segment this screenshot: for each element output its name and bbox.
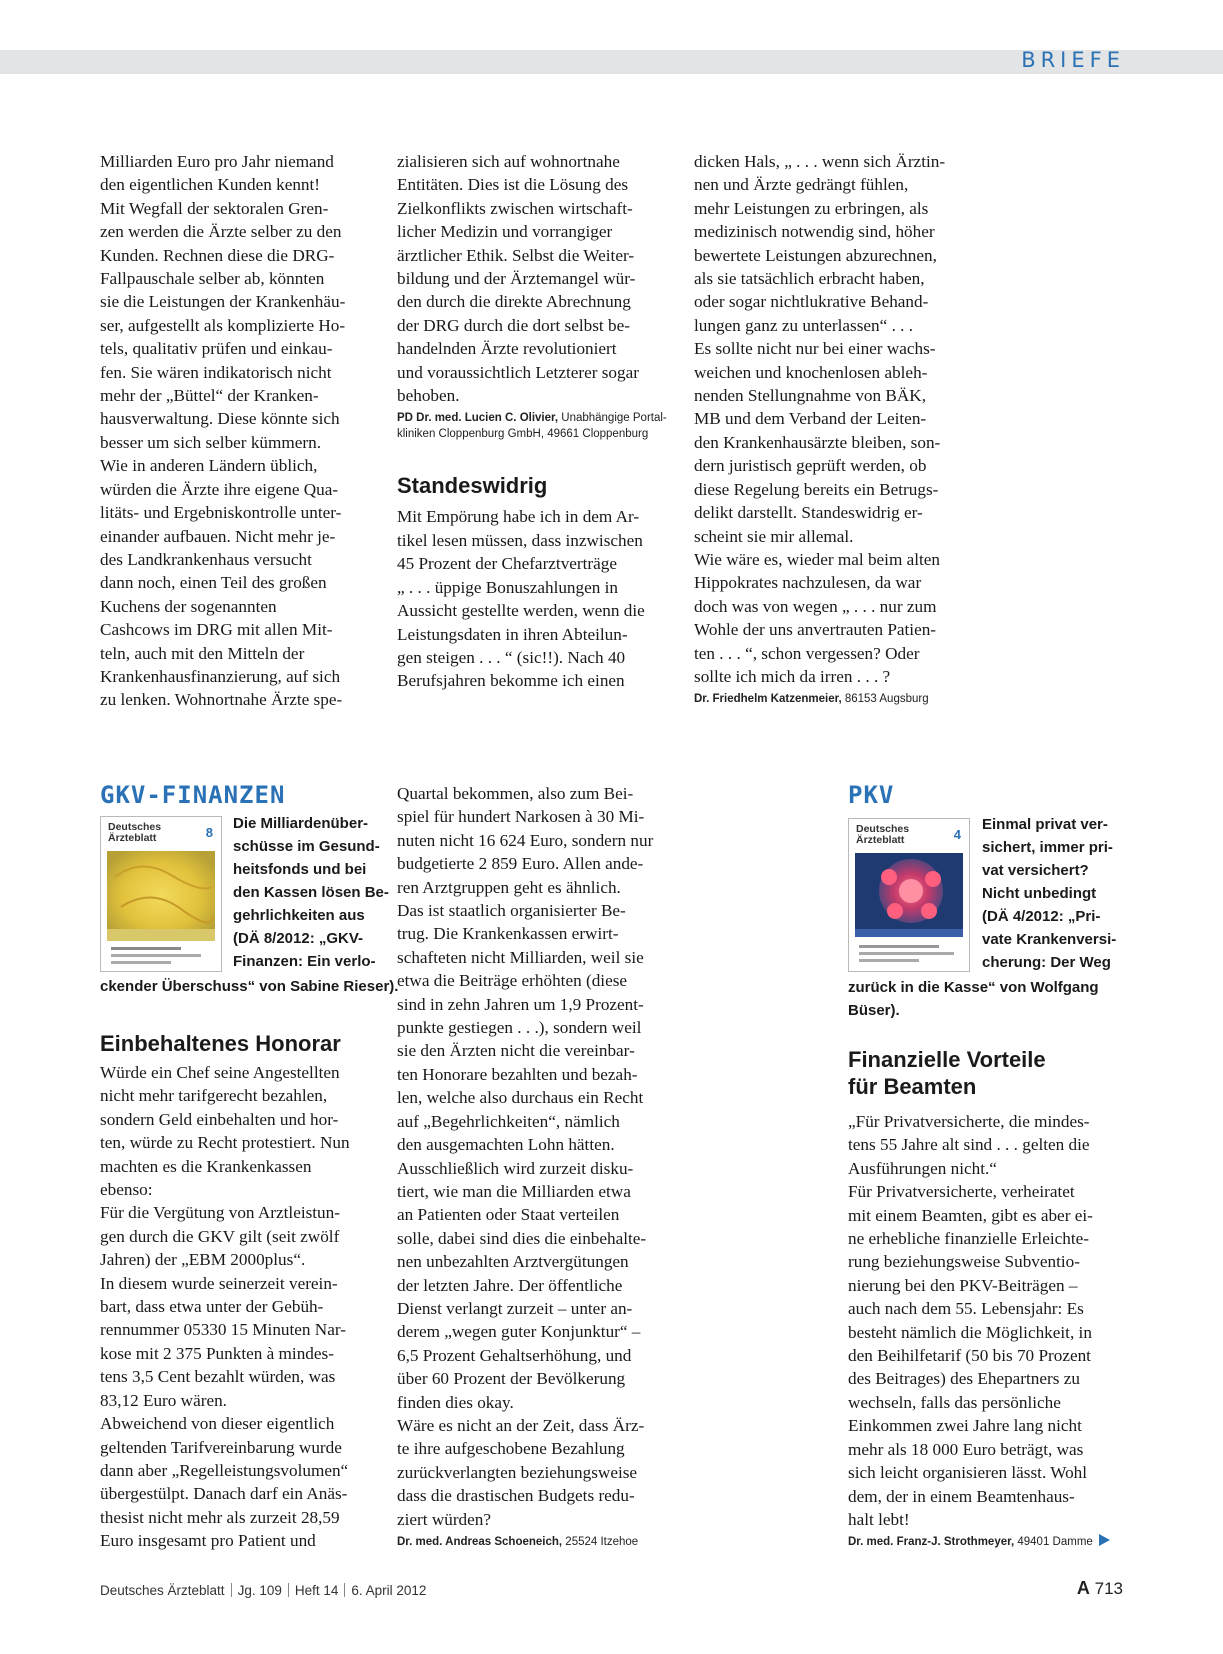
footer-journal-info [100, 1583, 426, 1598]
intro-text: Einmal privat ver- sichert, immer pri- vat versichert? Nicht unbedingt (DÄ 4/2012: „Pri- vate Krankenversi- cherung: Der Weg [982, 816, 1117, 971]
letter-text: Würde ein Chef seine Angestellten nicht mehr tarifgerecht bezahlen, sondern Geld einbehalten und hor- ten, würde zu Recht protestiert. Nun machten es die Krankenkassen ebenso: Für die Vergütung von Arztleistun- gen durch die GKV gilt (seit zwölf Jahren) der „EBM 2000plus“. In diesem wurde seinerzeit verein- bart, dass etwa unter der Gebüh- rennummer 05330 15 Minuten Nar- kose mit 2 375 Punkten à mindes- tens 3,5 Cent bezahlt würden, was 83,12 Euro wären. Abweichend von dieser eigentlich geltenden Tarifvereinbarung wurde dann aber „Regelleistungsvolumen“ übergestülpt. Danach darf ein Anäs- thesist nicht mehr als zurzeit 28,59 Euro insgesamt pro Patient und [100, 1063, 350, 1551]
gkv-intro-end [100, 975, 400, 998]
upper-column-2 [397, 150, 679, 693]
gkv-letter [100, 1030, 390, 1553]
pkv-letter [848, 1046, 1128, 1550]
cover-issue-number: 4 [953, 827, 961, 842]
journal-name: Deutsches Ärzteblatt [100, 1583, 225, 1598]
signature-name: Dr. med. Franz-J. Strothmeyer, [848, 1536, 1015, 1549]
journal-issue: Heft 14 [294, 1583, 339, 1598]
footer-separator [231, 1583, 232, 1597]
intro-text: Die Milliardenüber- schüsse im Gesund- heitsfonds und bei den Kassen lösen Be- gehrlichkeiten aus (DÄ 8/2012: „GKV- Finanzen: Ein verlo- [233, 815, 389, 970]
rubric-title: GKV-FINANZEN [100, 781, 286, 809]
letter-signature [397, 410, 679, 442]
journal-cover-thumbnail [100, 816, 222, 972]
intro-text-end: zurück in die Kasse“ von Wolfgang Büser). [848, 979, 1099, 1019]
letter-text: zialisieren sich auf wohnortnahe Entitäten. Dies ist die Lösung des Zielkonflikts zwischen wirtschaft- licher Medizin und vorrangiger ärztlicher Ethik. Selbst die Weiter- bildung und der Ärztemangel wür- den durch die direkte Abrechnung der DRG durch die dort selbst be- handelnden Ärzte revolutioniert und voraussichtlich Letzterer sogar behoben. [397, 152, 639, 406]
letter-signature [694, 691, 984, 707]
gkv-letter-continued [397, 782, 682, 1550]
gkv-section [100, 780, 390, 810]
signature-name: Dr. med. Andreas Schoeneich, [397, 1536, 563, 1548]
rubric-title: PKV [848, 781, 895, 809]
cover-issue-number: 8 [205, 825, 213, 840]
letter-signature [848, 1534, 1128, 1550]
journal-date: 6. April 2012 [351, 1583, 427, 1598]
upper-column-1 [100, 150, 375, 712]
footer-separator [288, 1583, 289, 1597]
signature-affiliation: Unabhängige Portal- kliniken Cloppenburg GmbH, 49661 Cloppenburg [397, 412, 667, 441]
signature-affiliation: 49401 Damme [1014, 1536, 1093, 1549]
pkv-intro-end [848, 976, 1128, 1022]
letter-signature [397, 1534, 682, 1550]
letter-text: Quartal bekommen, also zum Bei- spiel für hundert Narkosen à 30 Mi- nuten nicht 16 624 Euro, sondern nur budgetierte 2 859 Euro. Allen ande- ren Arztgruppen geht es ähnlich. Das ist staatlich organisierter Be- trug. Die Krankenkassen erwirt- schafteten nicht Milliarden, weil sie etwa die Beiträge erhöhten (diese sind in zehn Jahren um 1,9 Prozent- punkte gestiegen . . .), sondern weil sie den Ärzten nicht die vereinbar- ten Honorare bezahlten und bezah- len, welche also durchaus ein Recht auf „Begehrlichkeiten“, nämlich den ausgemachten Lohn hätten. Ausschließlich wird zurzeit disku- tiert, wie man die Milliarden etwa an Patienten oder Staat verteilen solle, dabei sind dies die einbehalte- nen unbezahlten Arztvergütungen der letzten Jahre. Der öffentliche Dienst verlangt zurzeit – unter an- derem „wegen guter Konjunktur“ – 6,5 Prozent Gehaltserhöhung, und über 60 Prozent der Bevölkerung finden dies okay. Wäre es nicht an der Zeit, dass Ärz- te ihre aufgeschobene Bezahlung zurückverlangten beziehungsweise dass die drastischen Budgets redu- ziert würden? [397, 784, 654, 1529]
page-number-value: 713 [1089, 1579, 1123, 1598]
letter-heading: Finanzielle Vorteile für Beamten [848, 1047, 1046, 1099]
page-number [1077, 1578, 1123, 1599]
letter-text: dicken Hals, „ . . . wenn sich Ärztin- nen und Ärzte gedrängt fühlen, mehr Leistungen zu erbringen, als medizinisch notwendig sind, höher bewertete Leistungen abzurechnen, als sie tatsächlich erbracht haben, oder sogar nichtlukrative Behand- lungen ganz zu unterlassen“ . . . Es sollte nicht nur bei einer wachs- weichen und knochenlosen ableh- nenden Stellungnahme von BÄK, MB und dem Verband der Leiten- den Krankenhausärzte bleiben, son- dern juristisch geprüft werden, ob diese Regelung bereits ein Betrugs- delikt darstellt. Standeswidrig er- scheint sie mir allemal. Wie wäre es, wieder mal beim alten Hippokrates nachzulesen, da war doch was von wegen „ . . . nur zum Wohle der uns anvertrauten Patien- ten . . . “, schon vergessen? Oder sollte ich mich da irren . . . ? [694, 152, 946, 686]
pkv-intro [982, 813, 1132, 974]
footer-separator [344, 1583, 345, 1597]
letter-text: Mit Empörung habe ich in dem Ar- tikel lesen müssen, dass inzwischen 45 Prozent der Chefarztverträge „ . . . üppige Bonuszahlungen in Aussicht gestellte werden, wenn die Leistungsdaten in ihren Abteilun- gen steigen . . . “ (sic!!). Nach 40 Berufsjahren bekomme ich einen [397, 507, 645, 691]
letter-heading: Einbehaltenes Honorar [100, 1031, 341, 1056]
continue-arrow-icon [1099, 1534, 1110, 1546]
intro-text-end: ckender Überschuss“ von Sabine Rieser). [100, 978, 399, 995]
section-label: BRIEFE [1021, 48, 1125, 72]
signature-name: Dr. Friedhelm Katzenmeier, [694, 693, 842, 706]
pkv-section [848, 780, 1128, 810]
letter-heading: Standeswidrig [397, 473, 548, 499]
cover-title: Deutsches Ärzteblatt [108, 821, 162, 844]
cover-title: Deutsches Ärzteblatt [856, 823, 910, 846]
page-prefix: A [1076, 1578, 1090, 1598]
journal-cover-thumbnail [848, 818, 970, 972]
gkv-intro [233, 812, 393, 973]
signature-affiliation: 86153 Augsburg [841, 693, 929, 706]
signature-name: PD Dr. med. Lucien C. Olivier, [397, 412, 559, 425]
letter-text: „Für Privatversicherte, die mindes- tens 55 Jahre alt sind . . . gelten die Ausführungen nicht.“ Für Privatversicherte, verheiratet mit einem Beamten, gibt es aber ei- ne erhebliche finanzielle Erleichte- rung beziehungsweise Subventio- nierung bei den PKV-Beiträgen – auch nach dem 55. Lebensjahr: Es besteht nämlich die Möglichkeit, in den Beihilfetarif (50 bis 70 Prozent des Beitrages) des Ehepartners zu wechseln, falls das persönliche Einkommen zwei Jahre lang nicht mehr als 18 000 Euro beträgt, was sich leicht organisieren lässt. Wohl dem, der in einem Beamtenhaus- halt lebt! [848, 1112, 1093, 1529]
journal-volume: Jg. 109 [237, 1583, 282, 1598]
signature-affiliation: 25524 Itzehoe [562, 1536, 639, 1548]
letter-text: Milliarden Euro pro Jahr niemand den eigentlichen Kunden kennt! Mit Wegfall der sektoralen Gren- zen werden die Ärzte selber zu den Kunden. Rechnen diese die DRG- Fallpauschale selber ab, könnten sie die Leistungen der Krankenhäu- ser, aufgestellt als komplizierte Ho- tels, qualitativ prüfen und einkau- fen. Sie wären indikatorisch nicht mehr der „Büttel“ der Kranken- hausverwaltung. Diese könnte sich besser um sich selber kümmern. Wie in anderen Ländern üblich, würden die Ärzte ihre eigene Qua- litäts- und Ergebniskontrolle unter- einander aufbauen. Nicht mehr je- des Landkrankenhaus versucht dann noch, einen Teil des großen Kuchens der sogenannten Cashcows im DRG mit allen Mit- teln, auch mit den Mitteln der Krankenhausfinanzierung, auf sich zu lenken. Wohnortnahe Ärzte spe- [100, 152, 346, 710]
upper-column-3 [694, 150, 984, 707]
